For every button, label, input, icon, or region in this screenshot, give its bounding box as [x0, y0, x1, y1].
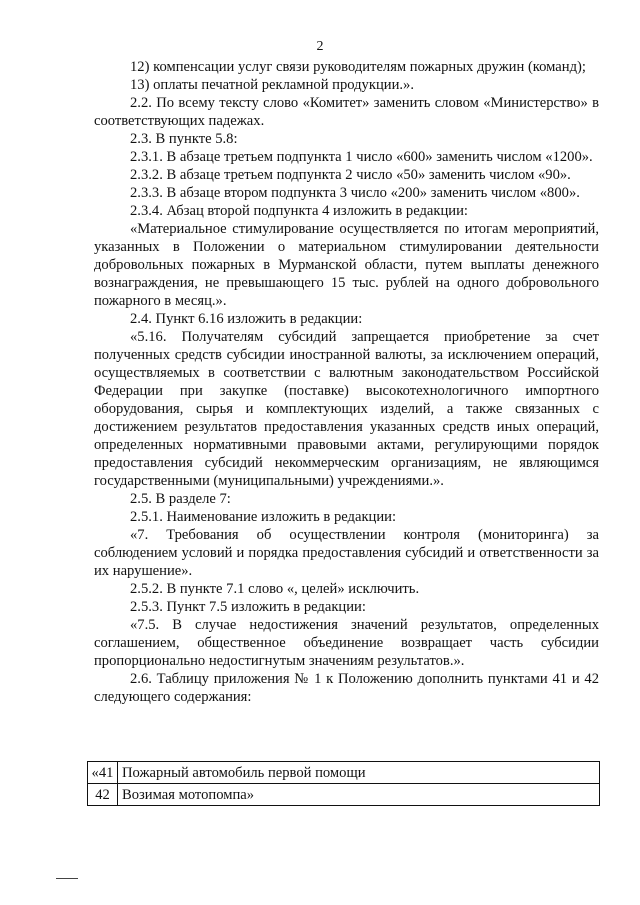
paragraph-17: «7.5. В случае недостижения значений результатов, определенных соглашением, общественное объединение возвращает часть субсидии пропорционально недостигнутым значениям результатов.».: [94, 617, 599, 669]
appendix-table: [87, 761, 600, 806]
paragraph-15: 2.5.2. В пункте 7.1 слово «, целей» исключить.: [130, 581, 420, 597]
paragraph-4: 2.3. В пункте 5.8:: [130, 131, 238, 147]
paragraph-6: 2.3.2. В абзаце третьем подпункта 2 число «50» заменить числом «90».: [130, 167, 571, 183]
paragraph-11: «5.16. Получателям субсидий запрещается приобретение за счет полученных средств субсидии иностранной валюты, за исключением операций, осуществляемых в соответствии с валютным законодательством Российской Федерации при закупке (поставке) высокотехнологичного импортного оборудования, сырья и комплектующих изделий, а также связанных с достижением результатов предоставления указанных средств иных операций, определенных нормативными правовыми актами, регулирующими порядок предоставления субсидий некоммерческим организациям, не являющимся государственными (муниципальными) учреждениями.».: [94, 329, 599, 489]
paragraph-13: 2.5.1. Наименование изложить в редакции:: [130, 509, 397, 525]
table-row: [88, 762, 600, 784]
paragraph-5: 2.3.1. В абзаце третьем подпункта 1 число «600» заменить числом «1200».: [130, 149, 593, 165]
table-row: [88, 784, 600, 806]
paragraph-9: «Материальное стимулирование осуществляется по итогам мероприятий, указанных в Положении о материальном стимулировании деятельности добровольных пожарных в Мурманской области, путем выплаты денежного вознаграждения, не превышающего 15 тыс. рублей на одного добровольного пожарного в месяц.».: [94, 221, 599, 309]
paragraph-1: 12) компенсации услуг связи руководителям пожарных дружин (команд);: [130, 59, 586, 75]
table-cell-number: 42: [88, 784, 118, 806]
paragraph-8: 2.3.4. Абзац второй подпункта 4 изложить в редакции:: [130, 203, 468, 219]
table-cell-number: «41: [88, 762, 118, 784]
footer-divider: [56, 878, 78, 879]
table-cell-text: Пожарный автомобиль первой помощи: [118, 762, 600, 784]
table-cell-text: Возимая мотопомпа»: [118, 784, 600, 806]
paragraph-16: 2.5.3. Пункт 7.5 изложить в редакции:: [130, 599, 366, 615]
paragraph-7: 2.3.3. В абзаце втором подпункта 3 число «200» заменить числом «800».: [130, 185, 580, 201]
page-number: 2: [316, 39, 324, 54]
paragraph-12: 2.5. В разделе 7:: [130, 491, 231, 507]
paragraph-10: 2.4. Пункт 6.16 изложить в редакции:: [130, 311, 363, 327]
paragraph-14: «7. Требования об осуществлении контроля (мониторинга) за соблюдением условий и порядка предоставления субсидий и ответственности за их нарушение».: [94, 527, 599, 579]
paragraph-18: 2.6. Таблицу приложения № 1 к Положению дополнить пунктами 41 и 42 следующего содержания:: [94, 671, 599, 705]
document-body: [94, 58, 599, 706]
paragraph-2: 13) оплаты печатной рекламной продукции.».: [130, 77, 414, 93]
paragraph-3: 2.2. По всему тексту слово «Комитет» заменить словом «Министерство» в соответствующих падежах.: [94, 95, 599, 129]
